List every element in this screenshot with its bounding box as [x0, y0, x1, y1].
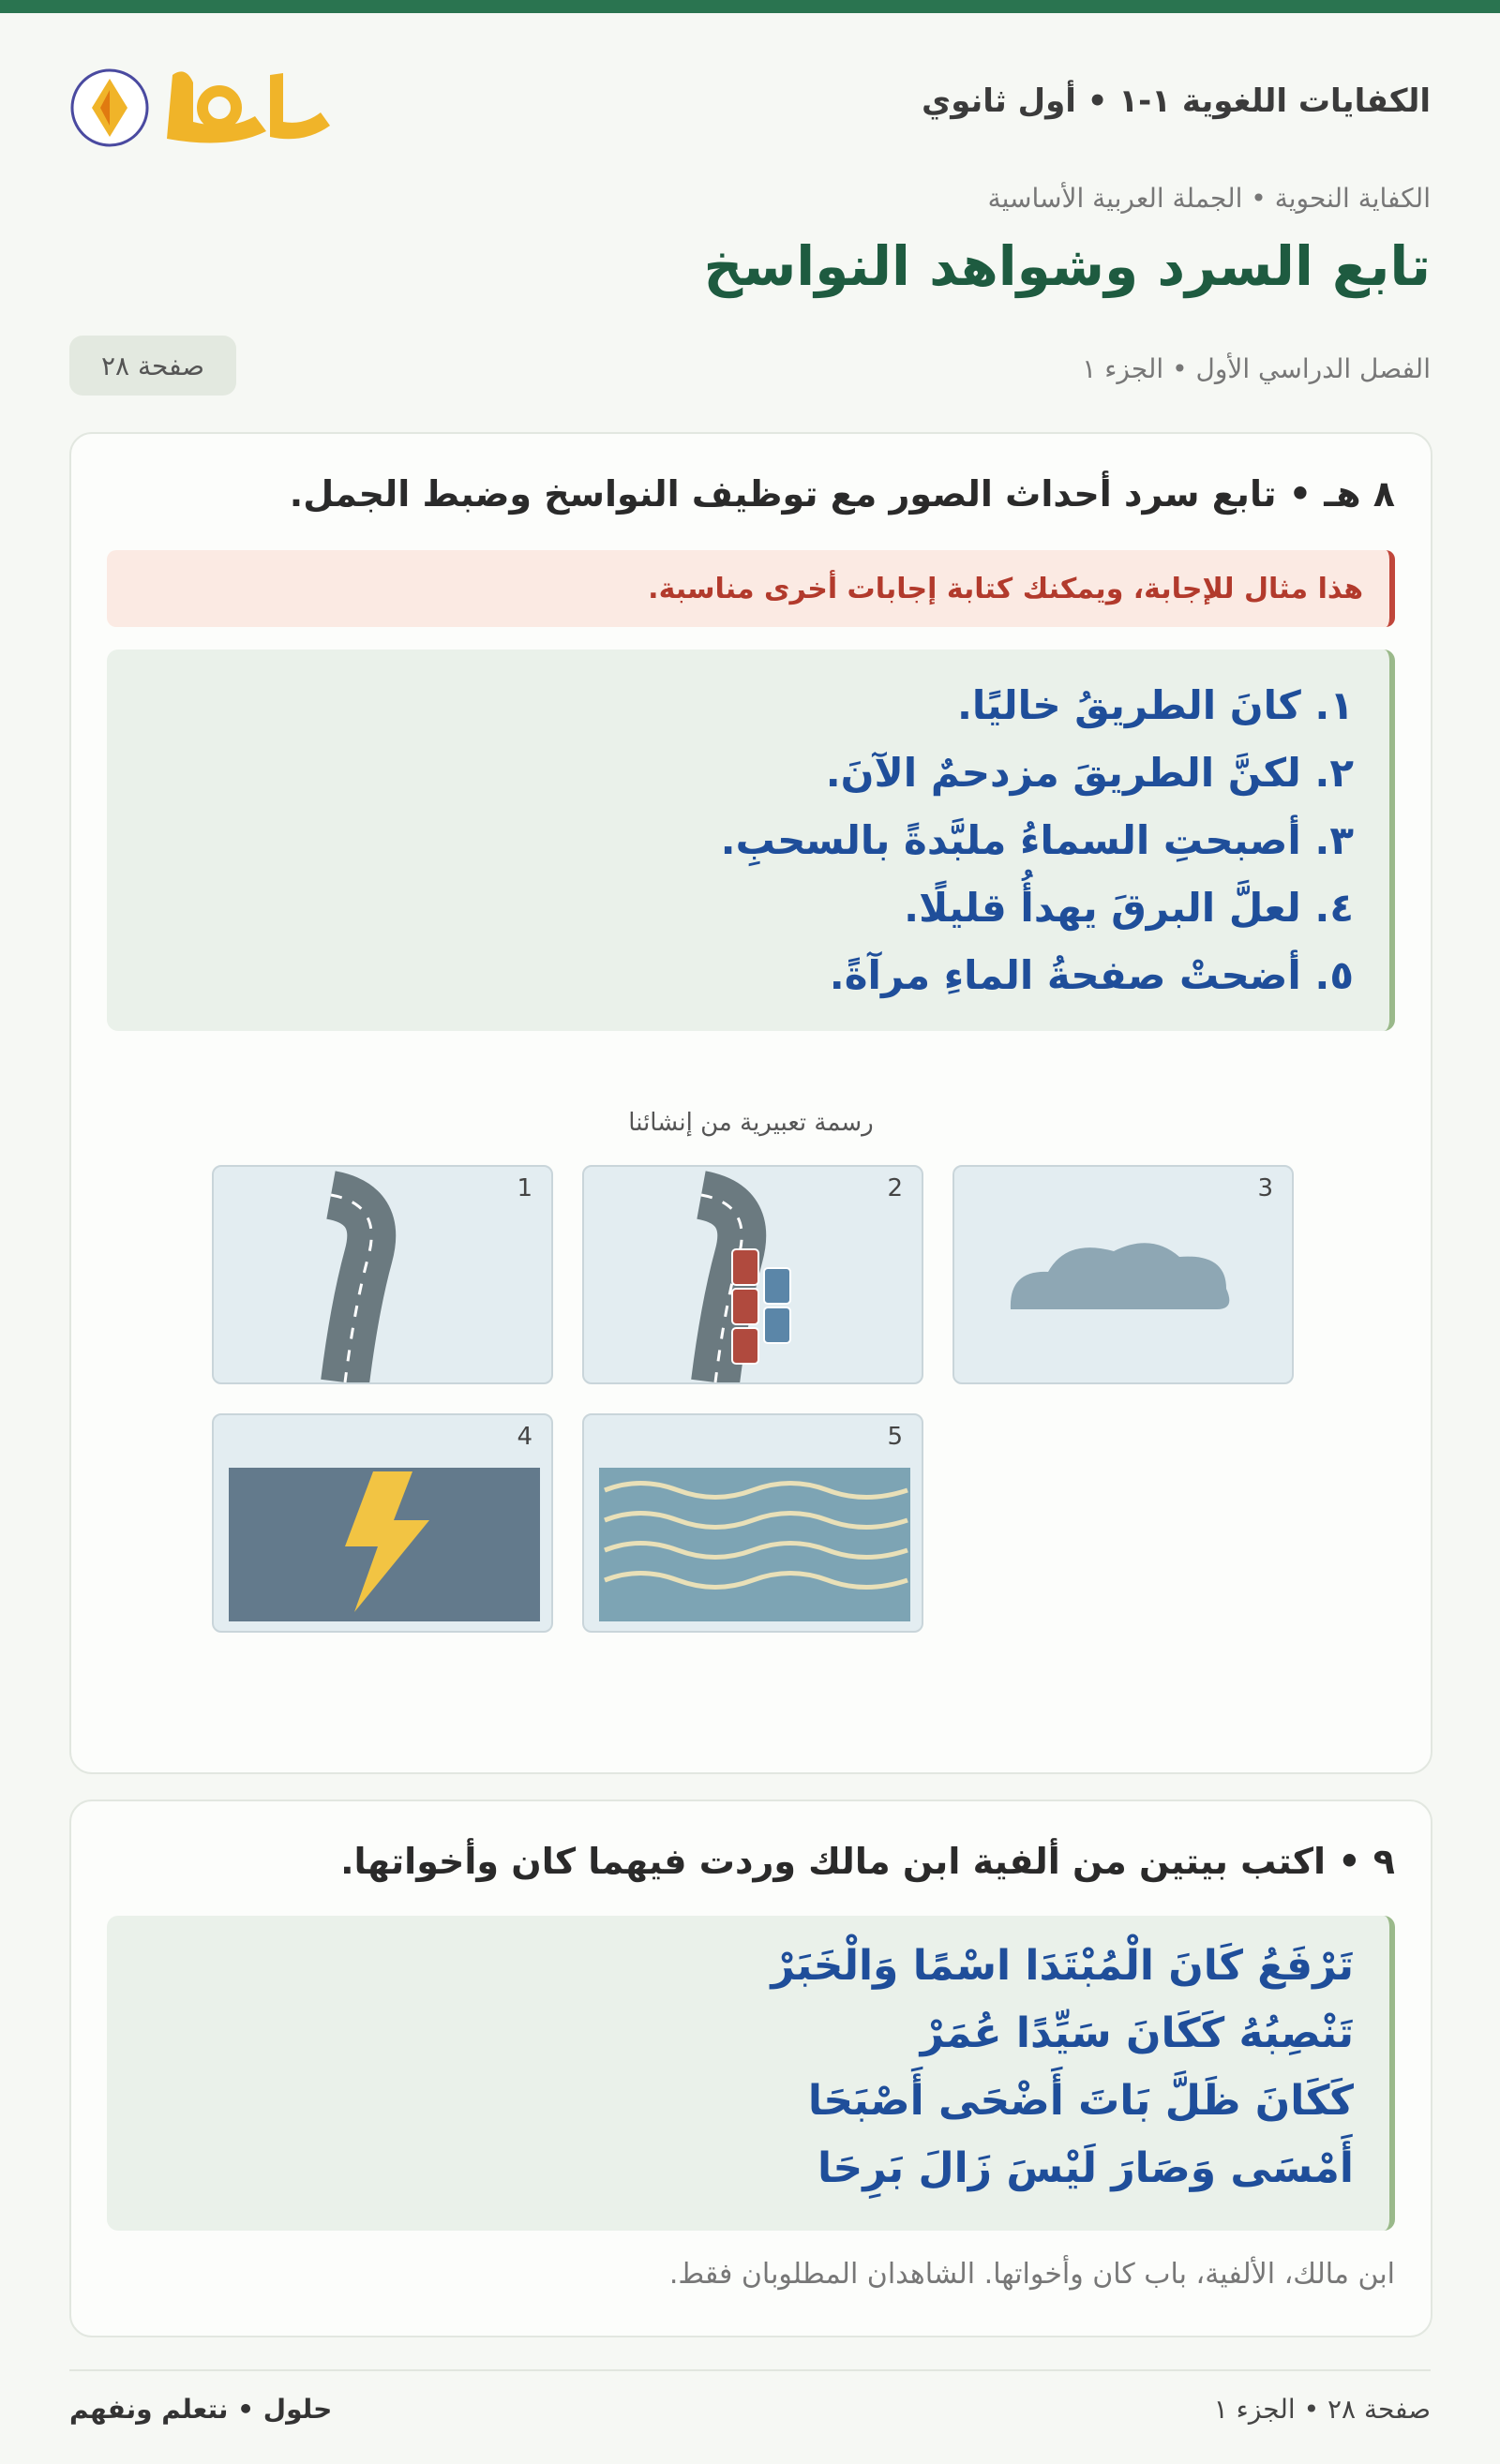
answer-box [107, 650, 1395, 1031]
answer-line: ٥. أضحتْ صفحةُ الماءِ مرآةً. [829, 952, 1354, 998]
panel-number: 4 [517, 1423, 532, 1451]
verse-line: تَرْفَعُ كَانَ الْمُبْتَدَا اسْمًا وَالْخَبَرْ [771, 1942, 1354, 1990]
panel-empty-road [212, 1165, 553, 1384]
breadcrumb: الكفاية النحوية • الجملة العربية الأساسية [987, 183, 1431, 214]
verses-box [107, 1916, 1395, 2231]
panel-number: 3 [1257, 1174, 1273, 1202]
page-badge: صفحة ٢٨ [69, 336, 236, 396]
question-9-card [69, 1799, 1432, 2337]
top-accent-bar [0, 0, 1500, 13]
panel-cloud [952, 1165, 1294, 1384]
footer-brand[interactable]: حلول • نتعلم ونفهم [69, 2394, 333, 2425]
empty-road-icon [214, 1167, 553, 1384]
page-title: تابع السرد وشواهد النواسخ [703, 234, 1431, 298]
panel-lightning [212, 1413, 553, 1633]
question-8-heading: ٨ هـ • تابع سرد أحداث الصور مع توظيف النواسخ وضبط الجمل. [289, 473, 1395, 515]
answer-line: ٢. لكنَّ الطريقَ مزدحمٌ الآنَ. [825, 750, 1354, 796]
answer-line: ١. كانَ الطريقُ خاليًا. [956, 682, 1354, 728]
answer-line: ٤. لعلَّ البرقَ يهدأُ قليلًا. [904, 885, 1354, 931]
question-9-heading: ٩ • اكتب بيتين من ألفية ابن مالك وردت فيهما كان وأخواتها. [340, 1841, 1395, 1882]
term-label: الفصل الدراسي الأول • الجزء ١ [1082, 353, 1431, 384]
answer-line: ٣. أصبحتِ السماءُ ملبَّدةً بالسحبِ. [720, 817, 1354, 863]
verse-line: كَكَانَ ظَلَّ بَاتَ أَضْحَى أَصْبَحَا [807, 2077, 1354, 2125]
verse-line: أَمْسَى وَصَارَ لَيْسَ زَالَ بَرِحَا [818, 2144, 1354, 2192]
course-title: الكفايات اللغوية ١-١ • أول ثانوي [922, 82, 1431, 120]
cloud-icon [954, 1167, 1294, 1384]
brand-logo[interactable] [69, 56, 341, 159]
panel-crowded-road [582, 1165, 923, 1384]
footer-page-info: صفحة ٢٨ • الجزء ١ [1213, 2394, 1431, 2425]
panel-number: 1 [517, 1174, 532, 1202]
answer-note [107, 550, 1395, 627]
answer-note-text: هذا مثال للإجابة، ويمكنك كتابة إجابات أخرى مناسبة. [648, 572, 1363, 605]
crowded-road-icon [584, 1167, 923, 1384]
question-8-card [69, 432, 1432, 1774]
verse-line: تَنْصِبُهُ كَكَانَ سَيِّدًا عُمَرْ [920, 2009, 1354, 2057]
footer-divider [69, 2369, 1431, 2371]
panel-number: 2 [887, 1174, 903, 1202]
panel-number: 5 [887, 1423, 903, 1451]
illustration-caption: رسمة تعبيرية من إنشائنا [628, 1109, 874, 1137]
panel-water [582, 1413, 923, 1633]
source-note: ابن مالك، الألفية، باب كان وأخواتها. الشاهدان المطلوبان فقط. [668, 2258, 1395, 2291]
water-waves-icon [584, 1415, 923, 1633]
lightning-icon [214, 1415, 553, 1633]
header [69, 56, 1431, 159]
